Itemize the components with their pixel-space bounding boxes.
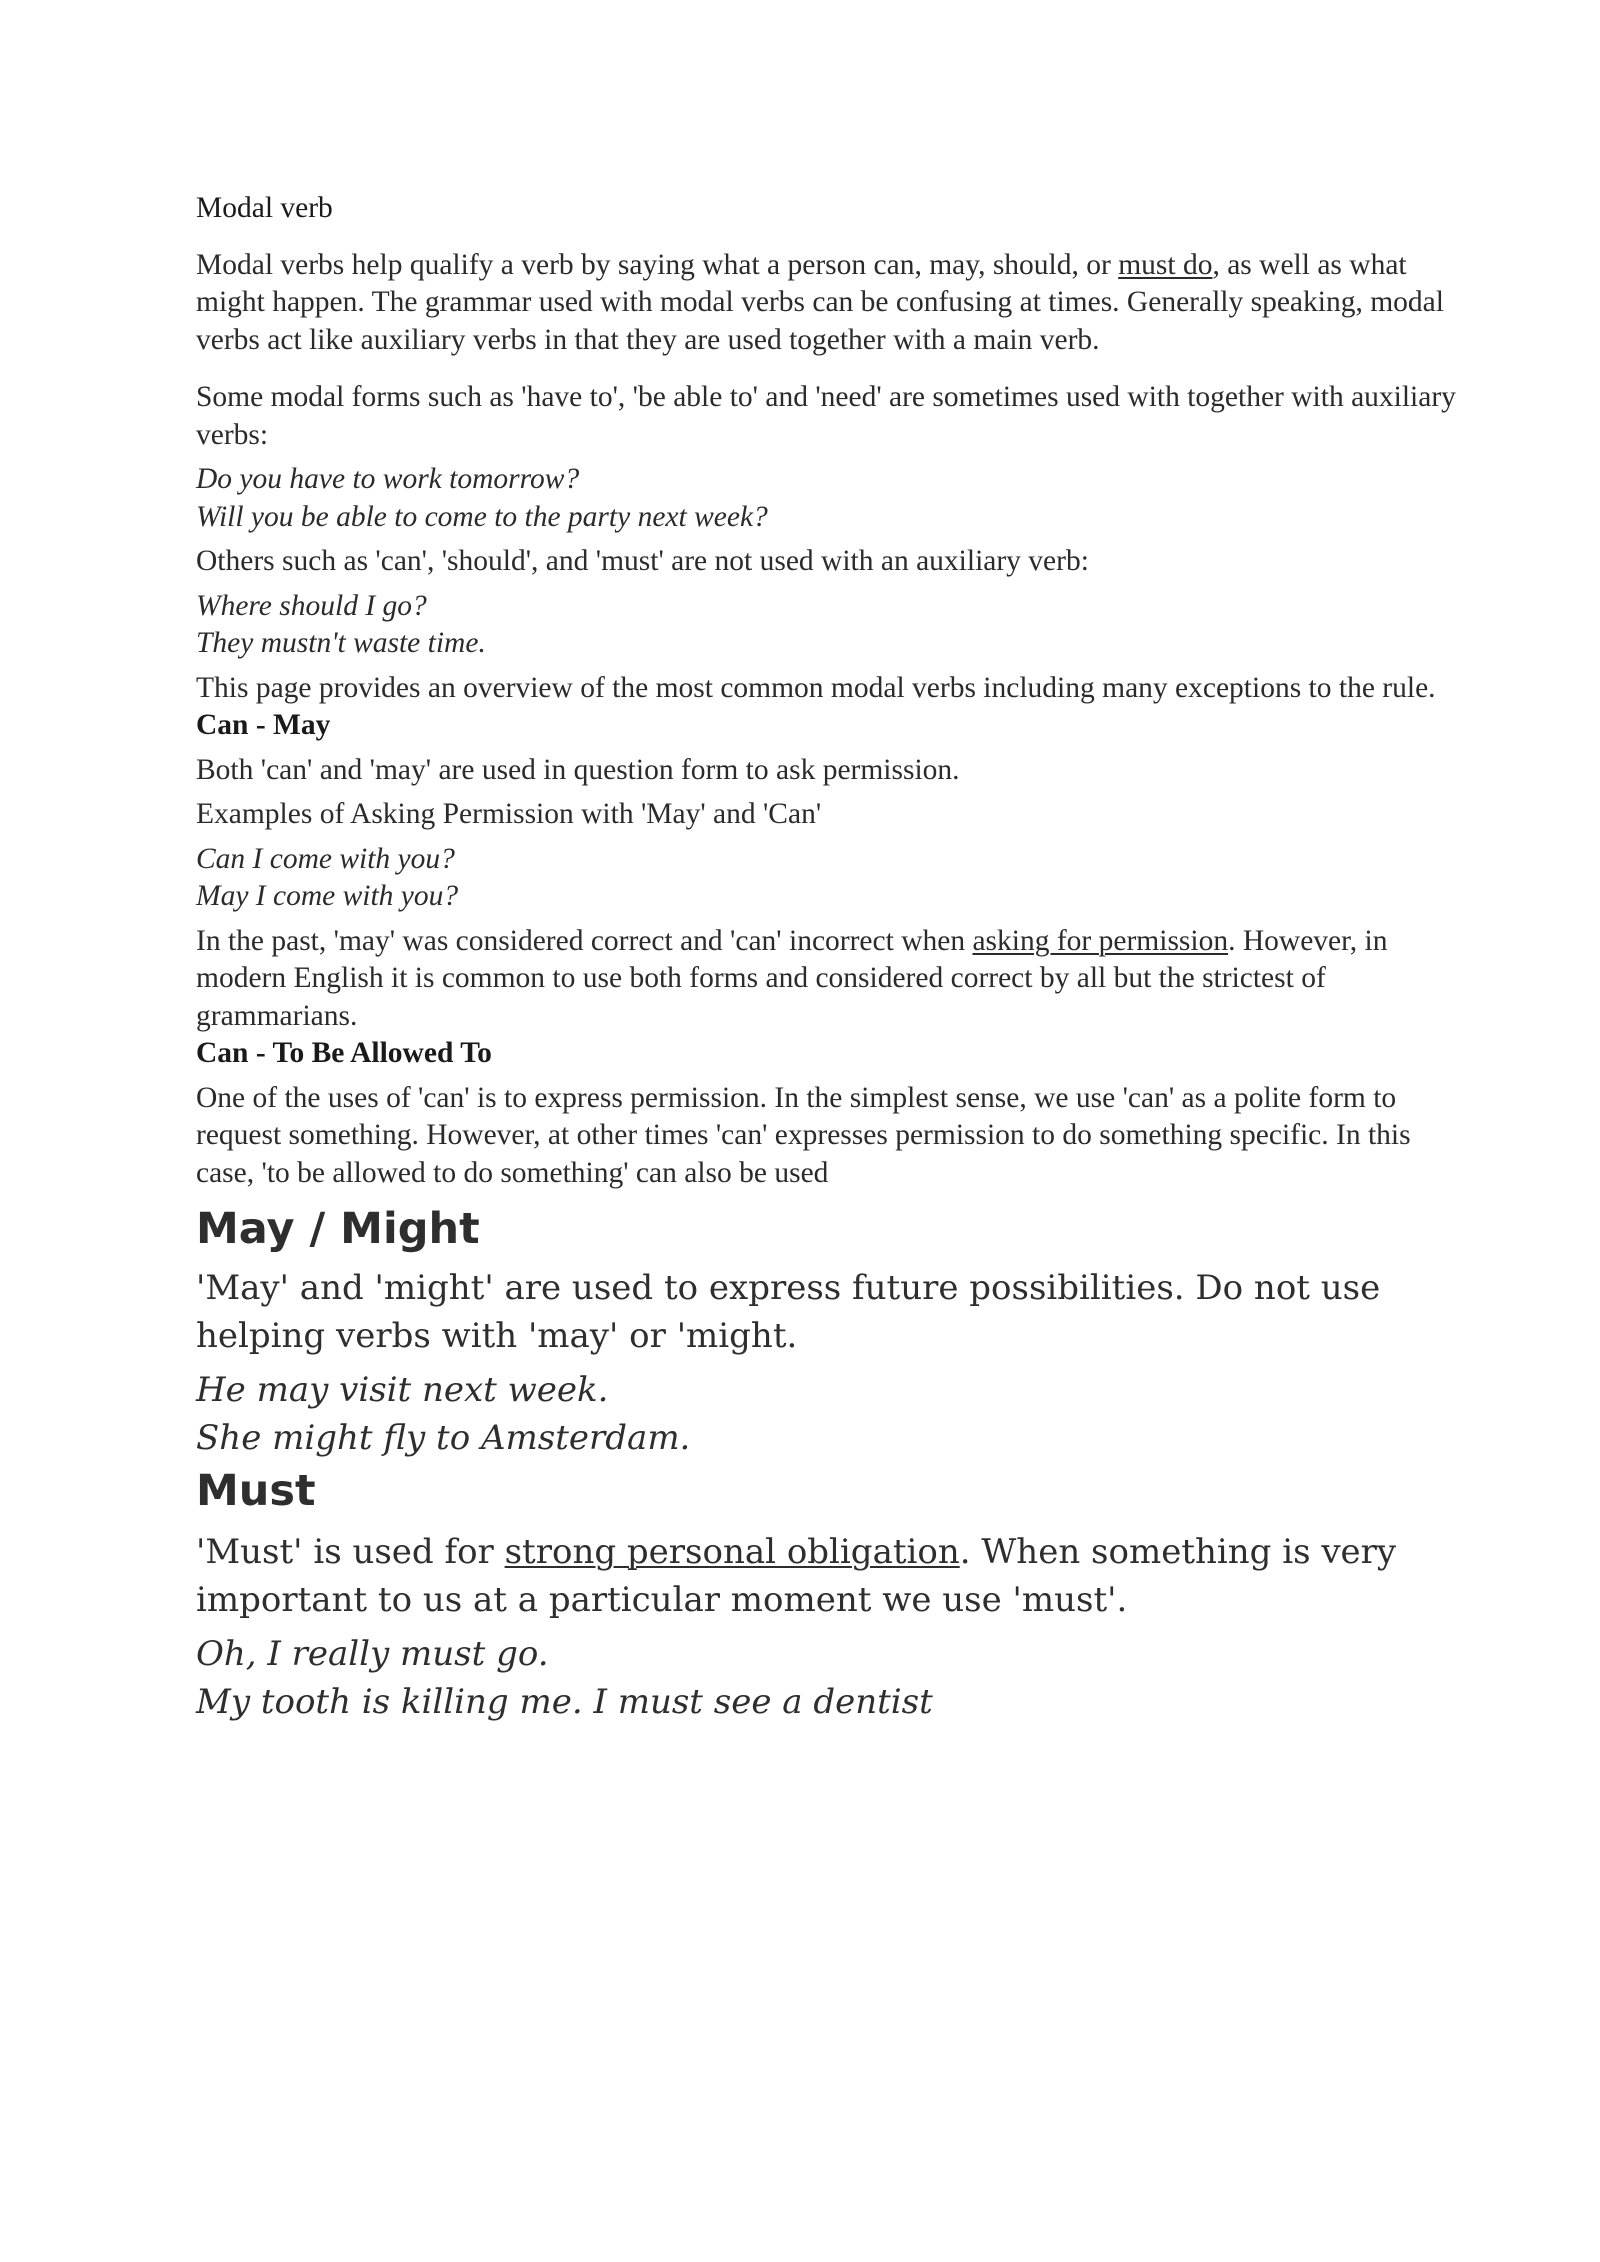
section-heading-can-allowed: Can - To Be Allowed To [196,1037,492,1069]
must-text-end: . When something is very important to us at a particular moment we use 'must'. [196,1532,1397,1620]
permission-examples-label: Examples of Asking Permission with 'May' and 'Can' [196,798,822,830]
overview-paragraph: This page provides an overview of the most common modal verbs including many exceptions to the rule. [196,671,1436,704]
must-do-link[interactable]: must do [1118,248,1213,281]
example-sentence: Oh, I really must go. [196,1634,549,1674]
example-sentence: He may visit next week. [196,1370,609,1410]
auxiliary-paragraph: Some modal forms such as 'have to', 'be able to' and 'need' are sometimes used with together with auxiliary verbs: [196,381,1456,451]
must-paragraph [196,1528,1456,1624]
history-paragraph [196,923,1456,1036]
example-sentence: She might fly to Amsterdam. [196,1418,691,1458]
example-sentence: My tooth is killing me. I must see a dentist [196,1682,933,1722]
intro-text-end: , as well as what might happen. The grammar used with modal verbs can be confusing at times. Generally speaking, modal verbs act like auxiliary verbs in that they are used together with a main verb. [196,248,1444,356]
permission-paragraph: Both 'can' and 'may' are used in question form to ask permission. [196,753,960,786]
intro-text-start: Modal verbs help qualify a verb by saying what a person can, may, should, or [196,248,1119,281]
asking-for-permission-link[interactable]: asking for permission [972,924,1229,957]
others-paragraph: Others such as 'can', 'should', and 'must' are not used with an auxiliary verb: [196,545,1089,577]
must-text-start: 'Must' is used for [196,1532,505,1572]
strong-obligation-link[interactable]: strong personal obligation [504,1532,960,1572]
history-text-start: In the past, 'may' was considered correct and 'can' incorrect when [196,924,973,957]
allowed-paragraph: One of the uses of 'can' is to express permission. In the simplest sense, we use 'can' as a polite form to request something. However, at other times 'can' expresses permission to do something specific. In this case, 'to be allowed to do something' can also be used [196,1081,1411,1189]
example-sentence: Where should I go? [196,589,427,622]
example-sentence: Do you have to work tomorrow? [196,463,580,495]
document-title: Modal verb [196,192,333,224]
example-sentence: Will you be able to come to the party next week? [196,500,768,533]
intro-paragraph [196,247,1456,360]
example-sentence: May I come with you? [196,880,459,912]
history-text-end: . However, in modern English it is common to use both forms and considered correct by all but the strictest of grammarians. [196,924,1388,1032]
section-heading-must: Must [196,1466,316,1516]
may-might-paragraph: 'May' and 'might' are used to express future possibilities. Do not use helping verbs with 'may' or 'might. [196,1268,1381,1356]
example-sentence: Can I come with you? [196,842,455,875]
section-heading-can-may: Can - May [196,709,331,741]
example-sentence: They mustn't waste time. [196,627,486,659]
section-heading-may-might: May / Might [196,1204,480,1254]
document-page [196,190,1456,1726]
